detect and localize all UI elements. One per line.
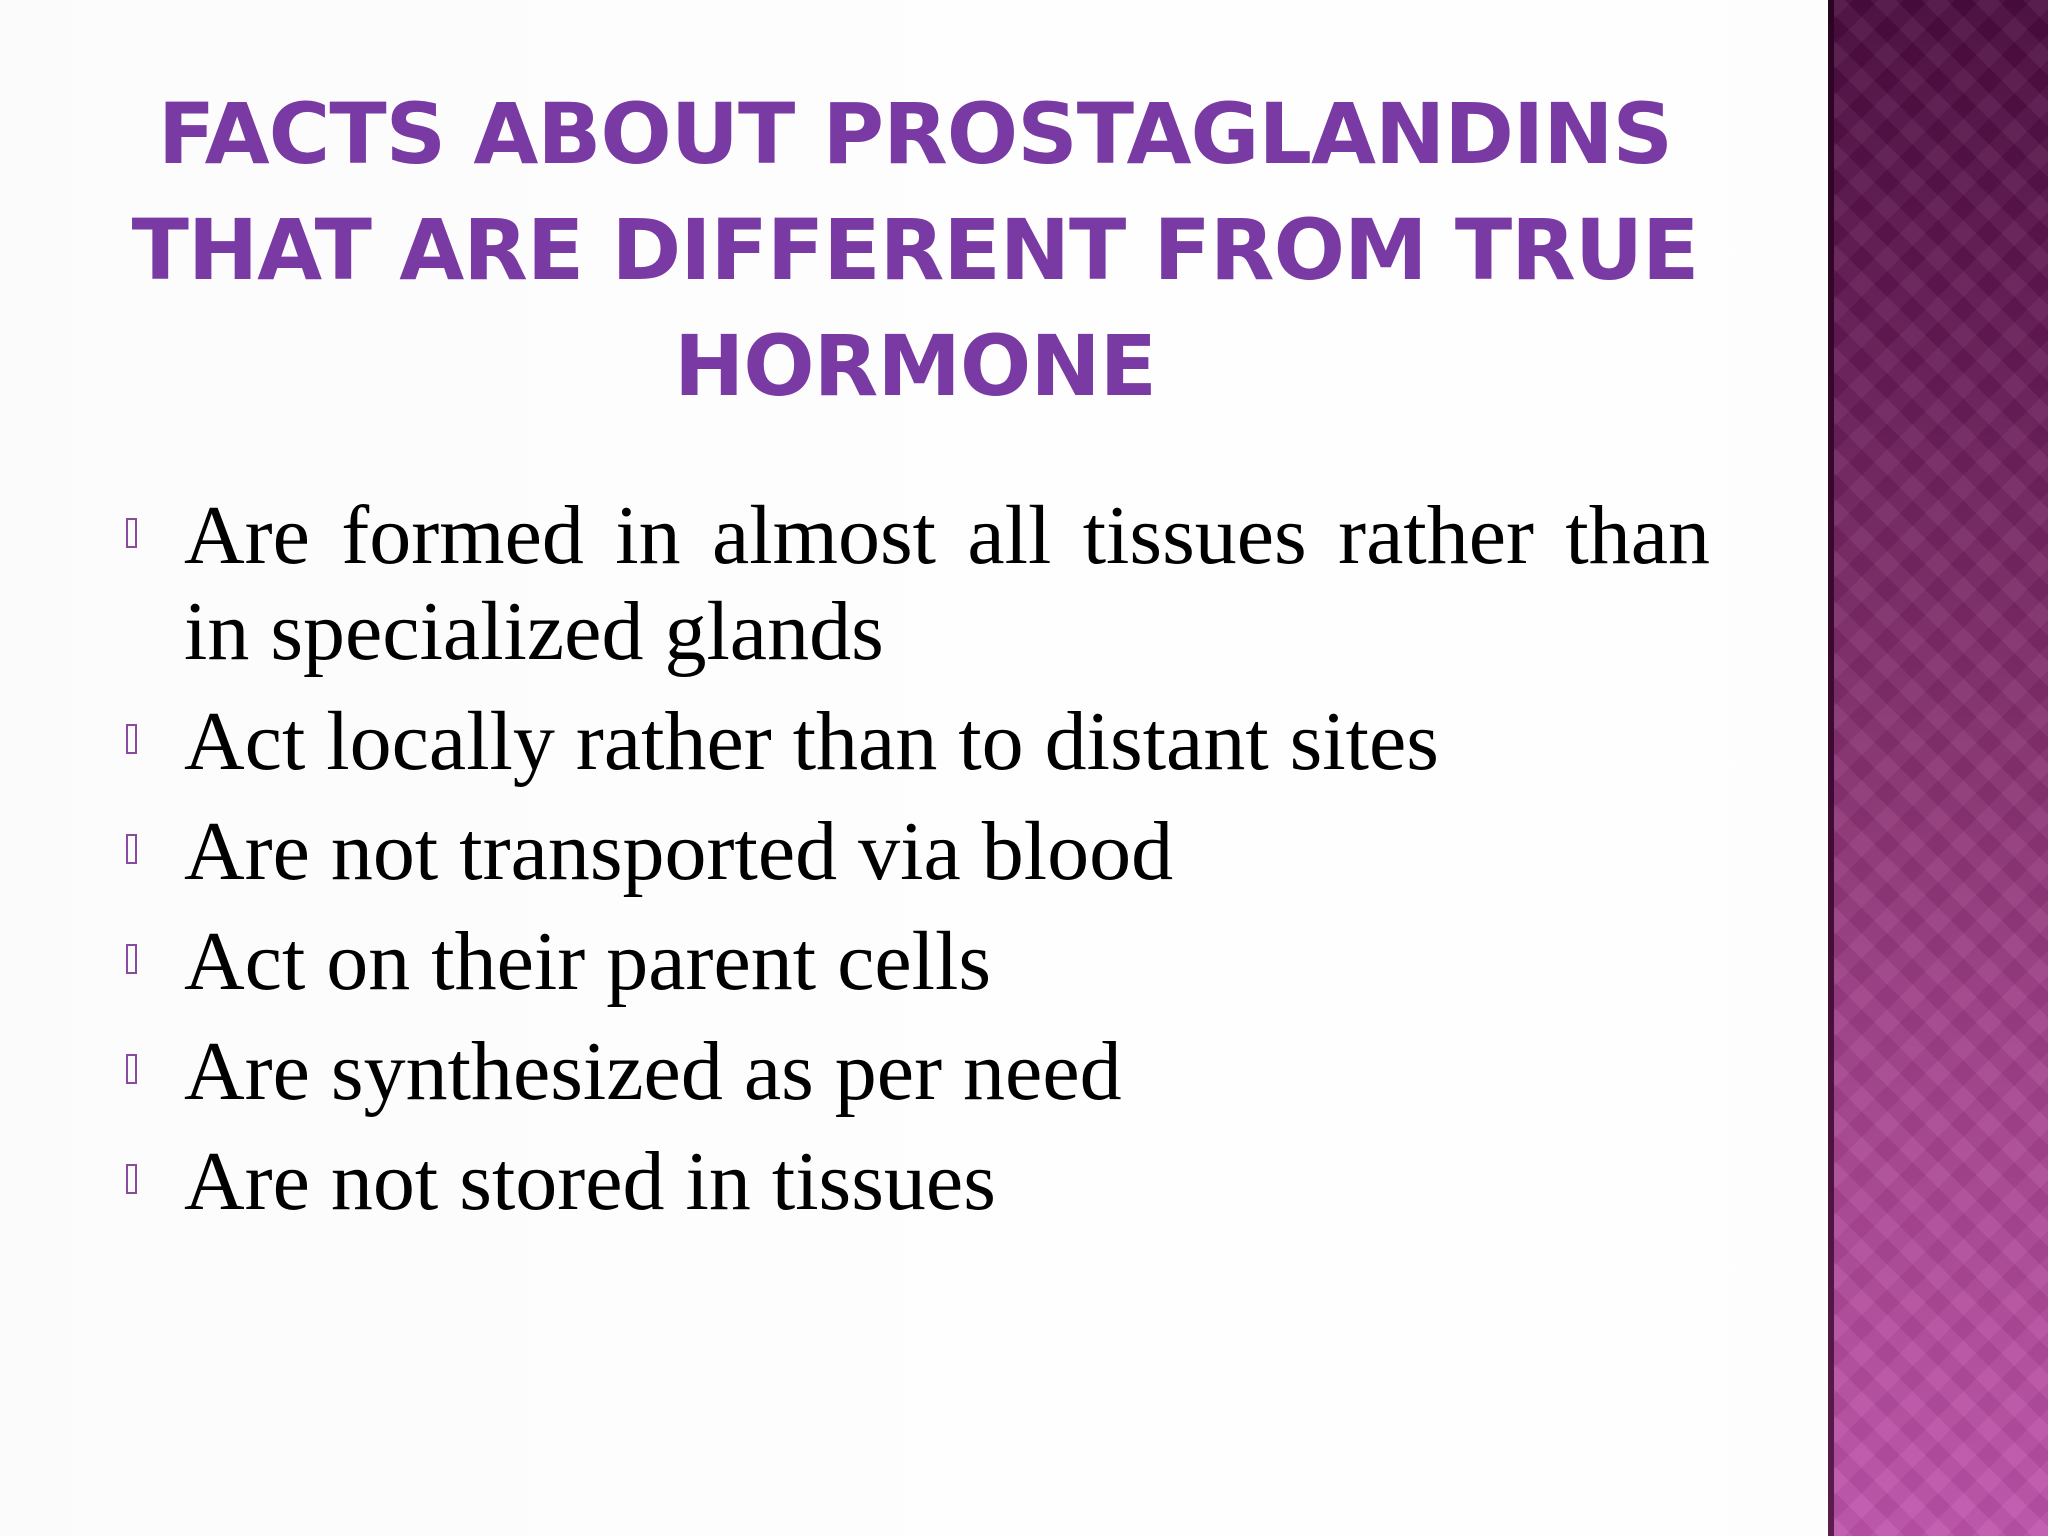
square-bullet-icon bbox=[120, 694, 184, 790]
square-bullet-icon bbox=[120, 488, 184, 584]
list-item bbox=[120, 804, 1710, 900]
square-bullet-icon bbox=[120, 804, 184, 900]
list-item bbox=[120, 1134, 1710, 1230]
slide-title: FACTS ABOUT PROSTAGLANDINS THAT ARE DIFFERENT FROM TRUE HORMONE bbox=[131, 85, 1699, 415]
bullet-list bbox=[120, 488, 1710, 1244]
list-item bbox=[120, 488, 1710, 680]
list-item bbox=[120, 914, 1710, 1010]
bullet-text: Act on their parent cells bbox=[184, 915, 992, 1008]
list-item bbox=[120, 694, 1710, 790]
bullet-text: Are not stored in tissues bbox=[184, 1135, 996, 1228]
bullet-text: Are not transported via blood bbox=[184, 805, 1174, 898]
bullet-text: Are formed in almost all tissues rather than in specialized glands bbox=[184, 489, 1710, 678]
decorative-side-panel bbox=[1828, 0, 2048, 1536]
bullet-text: Act locally rather than to distant sites bbox=[184, 695, 1439, 788]
list-item bbox=[120, 1024, 1710, 1120]
square-bullet-icon bbox=[120, 914, 184, 1010]
square-bullet-icon bbox=[120, 1134, 184, 1230]
square-bullet-icon bbox=[120, 1024, 184, 1120]
bullet-text: Are synthesized as per need bbox=[184, 1025, 1122, 1118]
